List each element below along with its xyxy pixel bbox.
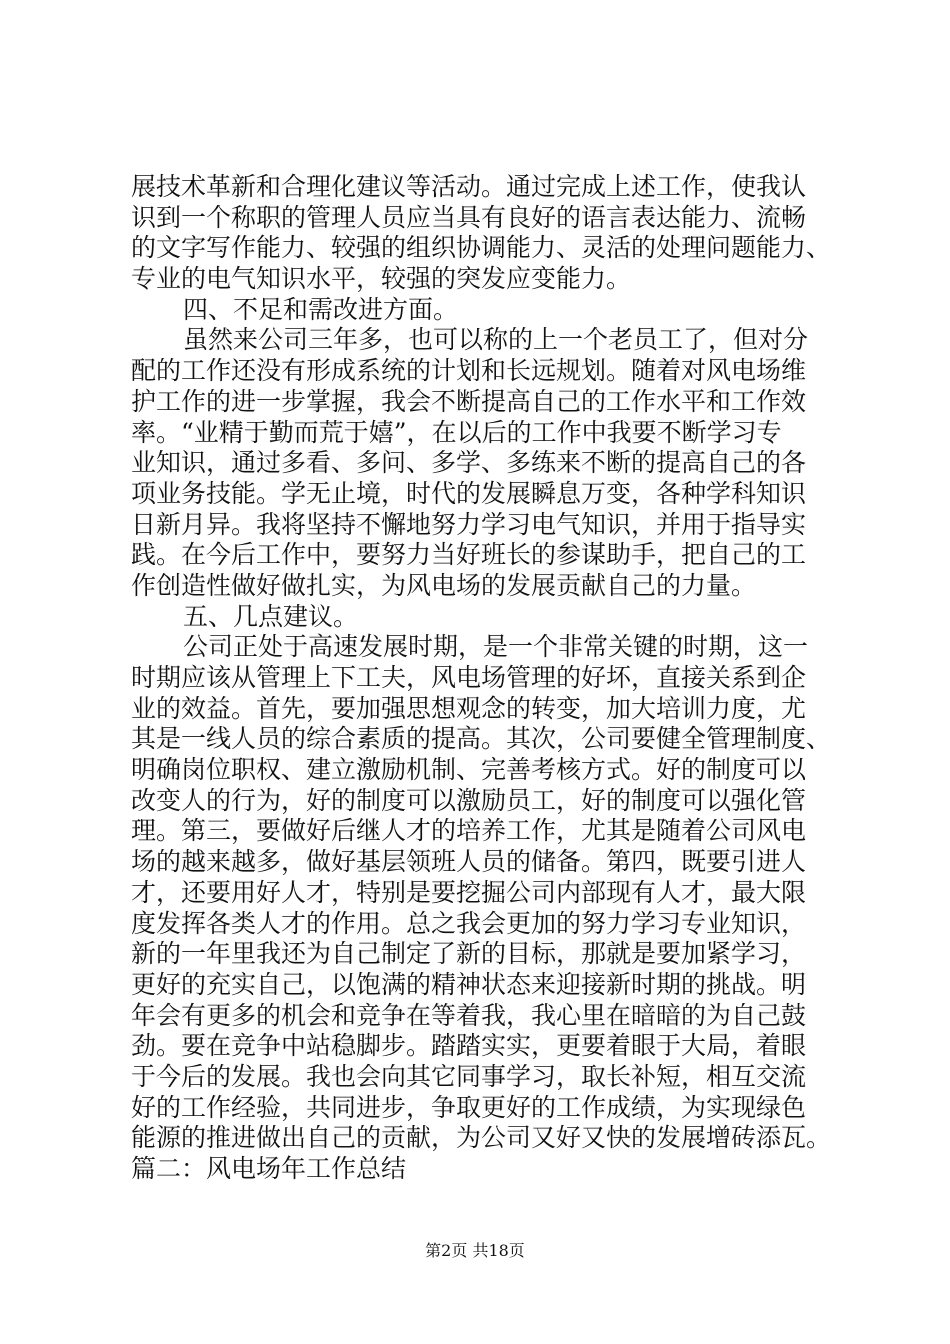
text-line: 更好的充实自己，以饱满的精神状态来迎接新时期的挑战。明 bbox=[131, 969, 807, 999]
text-line: 场的越来越多，做好基层领班人员的储备。第四，既要引进人 bbox=[131, 847, 807, 877]
text-line: 才，还要用好人才，特别是要挖掘公司内部现有人才，最大限 bbox=[131, 877, 807, 907]
text-line: 能源的推进做出自己的贡献，为公司又好又快的发展增砖添瓦。 bbox=[131, 1123, 832, 1153]
text-line: 践。在今后工作中，要努力当好班长的参谋助手，把自己的工 bbox=[131, 540, 807, 570]
text-line: 好的工作经验，共同进步，争取更好的工作成绩，为实现绿色 bbox=[131, 1092, 807, 1122]
text-line: 篇二：风电场年工作总结 bbox=[131, 1154, 407, 1183]
text-line: 专业的电气知识水平，较强的突发应变能力。 bbox=[131, 264, 632, 294]
text-line: 年会有更多的机会和竞争在等着我，我心里在暗暗的为自己鼓 bbox=[131, 1000, 807, 1030]
page-number-footer: 第2页 共18页 bbox=[425, 1241, 525, 1260]
text-line: 五、几点建议。 bbox=[183, 601, 359, 631]
text-line: 配的工作还没有形成系统的计划和长远规划。随着对风电场维 bbox=[131, 356, 807, 386]
text-line: 的文字写作能力、较强的组织协调能力、灵活的处理问题能力、 bbox=[131, 233, 832, 263]
text-line: 率。“业精于勤而荒于嬉”，在以后的工作中我要不断学习专 bbox=[131, 417, 782, 447]
text-line: 日新月异。我将坚持不懈地努力学习电气知识，并用于指导实 bbox=[131, 509, 807, 539]
text-line: 时期应该从管理上下工夫，风电场管理的好坏，直接关系到企 bbox=[131, 663, 807, 692]
text-line: 虽然来公司三年多，也可以称的上一个老员工了，但对分 bbox=[183, 325, 809, 355]
text-line: 理。第三，要做好后继人才的培养工作，尤其是随着公司风电 bbox=[131, 816, 807, 846]
text-line: 展技术革新和合理化建议等活动。通过完成上述工作，使我认 bbox=[131, 172, 807, 201]
text-line: 公司正处于高速发展时期，是一个非常关键的时期，这一 bbox=[183, 632, 809, 662]
text-line: 劲。要在竞争中站稳脚步。踏踏实实，更要着眼于大局，着眼 bbox=[131, 1031, 807, 1061]
text-line: 度发挥各类人才的作用。总之我会更加的努力学习专业知识， bbox=[131, 908, 807, 938]
text-line: 作创造性做好做扎实，为风电场的发展贡献自己的力量。 bbox=[131, 570, 757, 600]
text-line: 业知识，通过多看、多问、多学、多练来不断的提高自己的各 bbox=[131, 448, 807, 478]
text-line: 明确岗位职权、建立激励机制、完善考核方式。好的制度可以 bbox=[131, 755, 807, 785]
text-line: 业的效益。首先，要加强思想观念的转变，加大培训力度，尤 bbox=[131, 693, 807, 723]
document-body bbox=[131, 172, 831, 1185]
text-line: 识到一个称职的管理人员应当具有良好的语言表达能力、流畅 bbox=[131, 202, 807, 232]
text-line: 项业务技能。学无止境，时代的发展瞬息万变，各种学科知识 bbox=[131, 478, 807, 508]
text-line: 其是一线人员的综合素质的提高。其次，公司要健全管理制度、 bbox=[131, 724, 832, 754]
text-line: 四、不足和需改进方面。 bbox=[183, 294, 459, 324]
text-line: 于今后的发展。我也会向其它同事学习，取长补短，相互交流 bbox=[131, 1061, 807, 1091]
text-line: 护工作的进一步掌握，我会不断提高自己的工作水平和工作效 bbox=[131, 386, 807, 416]
text-line: 改变人的行为，好的制度可以激励员工，好的制度可以强化管 bbox=[131, 785, 807, 815]
text-line: 新的一年里我还为自己制定了新的目标，那就是要加紧学习， bbox=[131, 939, 807, 969]
